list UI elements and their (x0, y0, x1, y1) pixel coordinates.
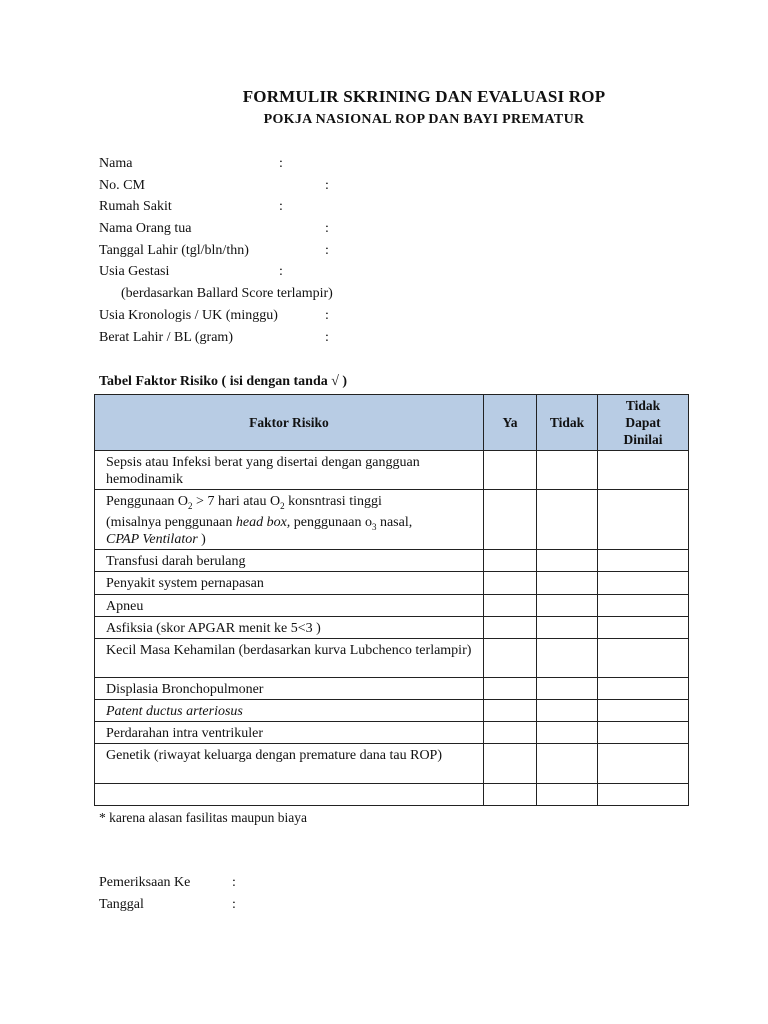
check-ya[interactable] (484, 617, 537, 639)
check-tidak-dapat-dinilai[interactable] (598, 550, 689, 572)
text: nasal, (376, 515, 413, 530)
text-italic: head box, (235, 515, 291, 530)
subscript: 2 (188, 500, 193, 511)
check-tidak-dapat-dinilai[interactable] (598, 700, 689, 722)
table-row (95, 451, 689, 490)
text: Penggunaan O (106, 494, 189, 509)
risk-factor-label: Perdarahan intra ventrikuler (95, 722, 484, 744)
check-tidak[interactable] (537, 639, 598, 678)
risk-factor-label: Kecil Masa Kehamilan (berdasarkan kurva Lubchenco terlampir) (95, 639, 484, 678)
text-italic: CPAP Ventilator (106, 532, 198, 547)
check-tidak[interactable] (537, 572, 598, 595)
check-tidak-dapat-dinilai[interactable] (598, 784, 689, 806)
check-ya[interactable] (484, 722, 537, 744)
header-tidak: Tidak (537, 395, 598, 451)
check-ya[interactable] (484, 744, 537, 784)
field-colon: : (279, 264, 283, 280)
field-colon: : (325, 329, 329, 345)
field-note: (berdasarkan Ballard Score terlampir) (121, 286, 333, 302)
field-label: Usia Kronologis / UK (minggu) (99, 307, 278, 323)
table-row (95, 639, 689, 678)
field-label: Nama Orang tua (99, 221, 192, 237)
field-label: Tanggal (99, 897, 144, 912)
field-colon: : (279, 199, 283, 215)
check-tidak-dapat-dinilai[interactable] (598, 744, 689, 784)
header-line: Tidak (625, 398, 661, 413)
check-tidak-dapat-dinilai[interactable] (598, 617, 689, 639)
check-ya[interactable] (484, 572, 537, 595)
header-faktor-risiko: Faktor Risiko (95, 395, 484, 451)
check-ya[interactable] (484, 490, 537, 550)
field-colon: : (232, 875, 236, 890)
check-tidak-dapat-dinilai[interactable] (598, 595, 689, 617)
subscript: 3 (371, 521, 377, 532)
text: konsntrasi tinggi (284, 494, 382, 509)
form-subtitle: POKJA NASIONAL ROP DAN BAYI PREMATUR (263, 112, 585, 127)
header-tidak-dapat-dinilai (598, 395, 689, 451)
check-ya[interactable] (484, 784, 537, 806)
check-tidak-dapat-dinilai[interactable] (598, 572, 689, 595)
check-ya[interactable] (484, 451, 537, 490)
field-colon: : (325, 177, 329, 193)
field-label: Berat Lahir / BL (gram) (99, 329, 233, 345)
check-tidak-dapat-dinilai[interactable] (598, 451, 689, 490)
check-tidak-dapat-dinilai[interactable] (598, 490, 689, 550)
check-tidak[interactable] (537, 451, 598, 490)
field-colon: : (325, 221, 329, 237)
check-tidak[interactable] (537, 617, 598, 639)
table-row (95, 572, 689, 595)
footnote: * karena alasan fasilitas maupun biaya (99, 810, 308, 825)
header-line: Dapat (625, 415, 661, 430)
check-tidak-dapat-dinilai[interactable] (598, 722, 689, 744)
field-label: Pemeriksaan Ke (99, 875, 191, 890)
table-row (95, 722, 689, 744)
table-row (95, 617, 689, 639)
field-colon: : (232, 897, 236, 912)
check-tidak[interactable] (537, 722, 598, 744)
form-title: FORMULIR SKRINING DAN EVALUASI ROP (242, 87, 606, 106)
risk-factor-label: Asfiksia (skor APGAR menit ke 5<3 ) (95, 617, 484, 639)
field-label: Rumah Sakit (99, 199, 172, 215)
check-tidak[interactable] (537, 700, 598, 722)
field-label: Nama (99, 156, 133, 171)
header-line: Dinilai (623, 432, 663, 447)
o2-line-3 (106, 531, 477, 548)
check-ya[interactable] (484, 550, 537, 572)
check-tidak[interactable] (537, 490, 598, 550)
risk-factor-table (94, 394, 689, 806)
table-row (95, 678, 689, 700)
check-tidak[interactable] (537, 678, 598, 700)
risk-factor-label (95, 490, 484, 550)
table-row-empty (95, 784, 689, 806)
text: penggunaan o (290, 515, 372, 530)
check-ya[interactable] (484, 700, 537, 722)
text: (misalnya penggunaan (106, 515, 236, 530)
field-label: Tanggal Lahir (tgl/bln/thn) (99, 242, 249, 258)
field-colon: : (325, 242, 329, 258)
check-tidak[interactable] (537, 550, 598, 572)
check-tidak[interactable] (537, 784, 598, 806)
subscript: 2 (280, 500, 285, 511)
table-row (95, 490, 689, 550)
header-ya: Ya (484, 395, 537, 451)
risk-factor-label: Penyakit system pernapasan (95, 572, 484, 595)
risk-factor-label: Transfusi darah berulang (95, 550, 484, 572)
check-tidak[interactable] (537, 595, 598, 617)
table-row (95, 700, 689, 722)
field-colon: : (325, 307, 329, 323)
field-label: Usia Gestasi (99, 264, 170, 280)
risk-factor-label: Apneu (95, 595, 484, 617)
field-label: No. CM (99, 177, 145, 193)
o2-line-1 (106, 493, 477, 510)
risk-factor-label: Displasia Bronchopulmoner (95, 678, 484, 700)
table-row (95, 595, 689, 617)
check-ya[interactable] (484, 678, 537, 700)
risk-factor-label: Genetik (riwayat keluarga dengan premature dana tau ROP) (95, 744, 484, 784)
check-tidak-dapat-dinilai[interactable] (598, 678, 689, 700)
check-tidak[interactable] (537, 744, 598, 784)
table-title: Tabel Faktor Risiko ( isi dengan tanda √ ) (99, 374, 348, 389)
text: > 7 hari atau O (192, 494, 281, 509)
table-row (95, 744, 689, 784)
check-tidak-dapat-dinilai[interactable] (598, 639, 689, 678)
o2-line-2 (106, 514, 477, 531)
risk-factor-blank[interactable] (95, 784, 484, 806)
table-row (95, 550, 689, 572)
text: ) (197, 532, 206, 547)
field-colon: : (279, 156, 283, 171)
risk-factor-label: Sepsis atau Infeksi berat yang disertai dengan gangguan hemodinamik (95, 451, 484, 490)
check-ya[interactable] (484, 639, 537, 678)
table-header-row (95, 395, 689, 451)
check-ya[interactable] (484, 595, 537, 617)
risk-factor-label: Patent ductus arteriosus (95, 700, 484, 722)
